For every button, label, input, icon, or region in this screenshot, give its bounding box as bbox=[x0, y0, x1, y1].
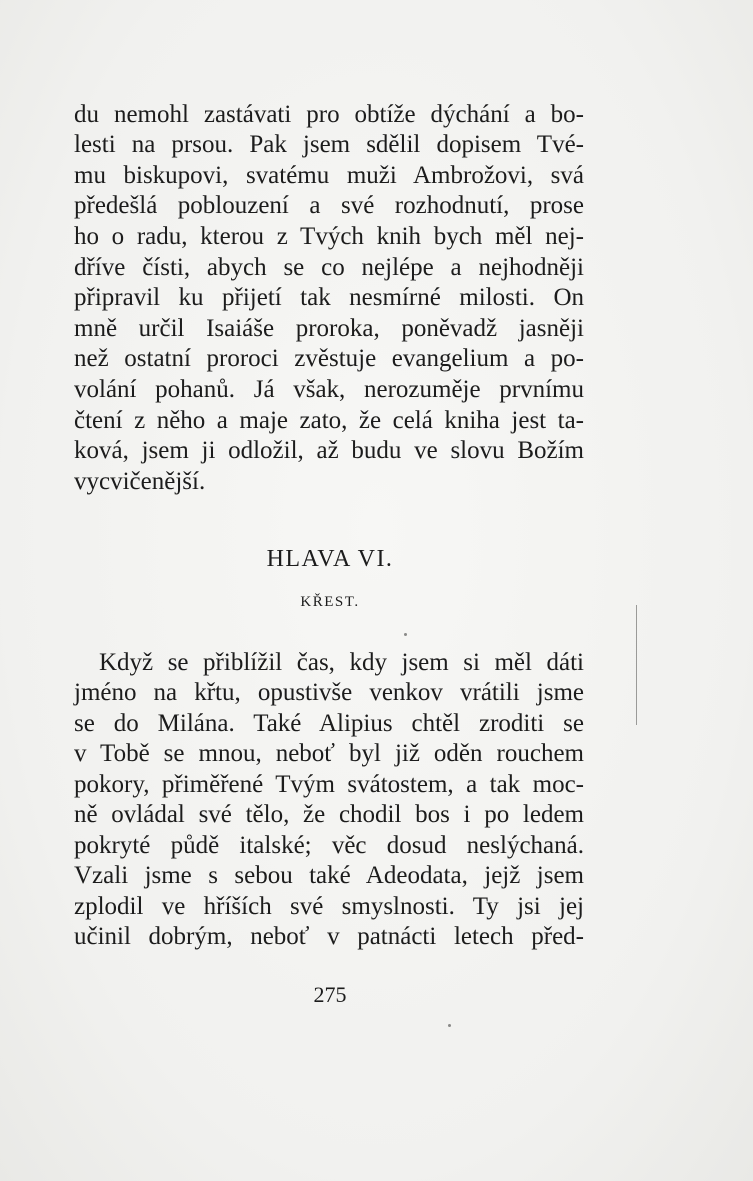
text-line: čtení z něho a maje zato, že celá kniha jest ta- bbox=[74, 407, 584, 434]
text-line: než ostatní proroci zvěstuje evangelium a po- bbox=[74, 345, 584, 372]
chapter-subheading: KŘEST. bbox=[300, 594, 360, 610]
text-line: ho o radu, kterou z Tvých knih bych měl nej- bbox=[74, 223, 584, 250]
text-line: du nemohl zastávati pro obtíže dýchání a bo- bbox=[74, 101, 584, 128]
text-line: pokryté půdě italské; věc dosud neslýchaná. bbox=[74, 832, 584, 859]
text-line: mně určil Isaiáše proroka, poněvadž jasněji bbox=[74, 315, 584, 342]
text-line: Vzali jsme s sebou také Adeodata, jejž jsem bbox=[74, 862, 584, 889]
text-line: pokory, přiměřené Tvým svátostem, a tak moc- bbox=[74, 771, 584, 798]
scan-speck bbox=[404, 633, 407, 636]
text-line: dříve čísti, abych se co nejlépe a nejhodněji bbox=[74, 254, 584, 281]
text-line: mu biskupovi, svatému muži Ambrožovi, svá bbox=[74, 162, 584, 189]
text-line: předešlá poblouzení a své rozhodnutí, prose bbox=[74, 192, 584, 219]
text-line: Když se přiblížil čas, kdy jsem si měl dáti bbox=[99, 649, 584, 676]
page-number: 275 bbox=[313, 982, 347, 1007]
text-line: vycvičenější. bbox=[74, 468, 206, 495]
text-line: zplodil ve hříších své smyslnosti. Ty jsi jej bbox=[74, 893, 584, 920]
text-line: ně ovládal své tělo, že chodil bos i po ledem bbox=[74, 801, 584, 828]
text-line: učinil dobrým, neboť v patnácti letech před- bbox=[74, 923, 584, 950]
chapter-heading: HLAVA VI. bbox=[266, 546, 394, 572]
text-line: jméno na křtu, opustivše venkov vrátili jsme bbox=[74, 679, 584, 706]
text-line: připravil ku přijetí tak nesmírné milosti. On bbox=[74, 284, 584, 311]
text-line: v Tobě se mnou, neboť byl již oděn rouchem bbox=[74, 740, 584, 767]
text-line: volání pohanů. Já však, nerozuměje prvnímu bbox=[74, 376, 584, 403]
scan-speck bbox=[448, 1024, 451, 1027]
page-edge-mark bbox=[636, 605, 637, 725]
text-line: ková, jsem ji odložil, až budu ve slovu Božím bbox=[74, 437, 584, 464]
text-line: lesti na prsou. Pak jsem sdělil dopisem Tvé- bbox=[74, 131, 584, 158]
text-line: se do Milána. Také Alipius chtěl zroditi se bbox=[74, 710, 584, 737]
